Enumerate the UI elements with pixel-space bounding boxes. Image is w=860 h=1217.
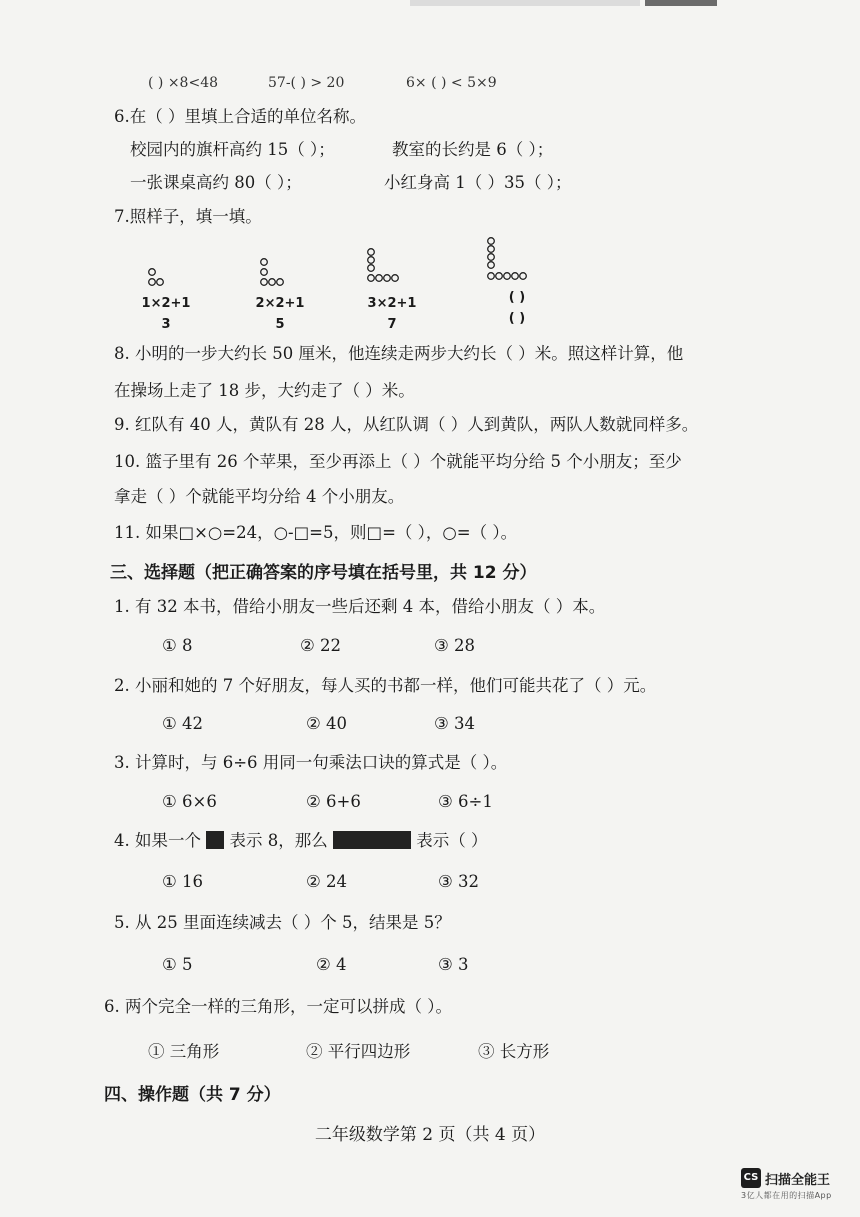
- q9: 9. 红队有 40 人，黄队有 28 人，从红队调（ ）人到黄队，两队人数就同样多。: [114, 415, 699, 434]
- q7-expr-2: 2×2+1: [255, 296, 305, 311]
- s3-q1-option-3: ③ 28: [434, 636, 476, 655]
- section3-title: 三、选择题（把正确答案的序号填在括号里，共 12 分）: [110, 563, 537, 583]
- s3-q4-part-b: 表示 8，那么: [229, 831, 328, 850]
- s3-q4-part-c: 表示（ ）: [416, 831, 488, 850]
- s3-q2: 2. 小丽和她的 7 个好朋友，每人买的书都一样，他们可能共花了（ ）元。: [114, 676, 657, 695]
- s3-q3-option-2: ② 6+6: [306, 792, 361, 811]
- s3-q5-option-2: ② 4: [316, 955, 347, 974]
- scanner-tagline: 3亿人都在用的扫描App: [741, 1191, 832, 1200]
- circle-pattern-3: [365, 246, 419, 292]
- q7-title: 7.照样子，填一填。: [114, 207, 262, 226]
- q7-pattern-1: [116, 262, 216, 332]
- q7-result-2: 5: [275, 317, 285, 332]
- s3-q6: 6. 两个完全一样的三角形，一定可以拼成（ ）。: [104, 997, 452, 1016]
- s3-q2-option-1: ① 42: [162, 714, 204, 733]
- scan-edge-dark: [645, 0, 717, 6]
- s3-q3: 3. 计算时，与 6÷6 用同一句乘法口诀的算式是（ ）。: [114, 753, 508, 772]
- s3-q2-option-2: ② 40: [306, 714, 348, 733]
- circle-pattern-1: [146, 262, 186, 292]
- s3-q1-option-1: ① 8: [162, 636, 193, 655]
- q6-row1a: 校园内的旗杆高约 15（ ）；: [130, 140, 335, 159]
- q7-pattern-3: [342, 246, 442, 332]
- s3-q5-option-1: ① 5: [162, 955, 193, 974]
- s3-q4: [114, 830, 488, 852]
- long-black-block: [333, 831, 411, 849]
- q7-result-4: ( ): [508, 311, 526, 326]
- s3-q4-option-1: ① 16: [162, 872, 204, 891]
- q6-row1b: 教室的长约是 6（ ）；: [392, 140, 554, 159]
- small-black-block: [206, 831, 224, 849]
- q6-row2a: 一张课桌高约 80（ ）；: [130, 173, 302, 192]
- q7-expr-4: ( ): [508, 290, 526, 305]
- s3-q6-option-1: ① 三角形: [148, 1042, 220, 1061]
- scanner-name: 扫描全能王: [765, 1172, 831, 1188]
- q6-row2b: 小红身高 1（ ）35（ ）；: [384, 173, 572, 192]
- q11: 11. 如果□×○=24，○-□=5，则□=（ ），○=（ ）。: [114, 523, 518, 542]
- section4-title: 四、操作题（共 7 分）: [104, 1085, 281, 1105]
- q6-title: 6.在（ ）里填上合适的单位名称。: [114, 107, 366, 126]
- q7-pattern-2: [230, 256, 330, 332]
- s3-q6-option-3: ③ 长方形: [478, 1042, 550, 1061]
- top-row-item-1: ( ) ×8<48: [148, 75, 219, 91]
- q7-expr-1: 1×2+1: [141, 296, 191, 311]
- s3-q1-option-2: ② 22: [300, 636, 342, 655]
- scanner-watermark: [741, 1168, 841, 1201]
- top-row-item-3: 6× ( ) < 5×9: [406, 75, 497, 91]
- s3-q5-option-3: ③ 3: [438, 955, 469, 974]
- page-footer: 二年级数学第 2 页（共 4 页）: [314, 1125, 546, 1145]
- s3-q4-option-3: ③ 32: [438, 872, 480, 891]
- q10-line1: 10. 篮子里有 26 个苹果，至少再添上（ ）个就能平均分给 5 个小朋友；至少: [114, 452, 682, 471]
- s3-q5: 5. 从 25 里面连续减去（ ）个 5，结果是 5？: [114, 913, 451, 932]
- q8-line2: 在操场上走了 18 步，大约走了（ ）米。: [114, 381, 415, 400]
- circle-pattern-2: [258, 256, 302, 292]
- q7-expr-3: 3×2+1: [367, 296, 417, 311]
- s3-q4-option-2: ② 24: [306, 872, 348, 891]
- s3-q2-option-3: ③ 34: [434, 714, 476, 733]
- q7-result-3: 7: [387, 317, 397, 332]
- q7-result-1: 3: [161, 317, 171, 332]
- q10-line2: 拿走（ ）个就能平均分给 4 个小朋友。: [114, 487, 405, 506]
- s3-q3-option-3: ③ 6÷1: [438, 792, 493, 811]
- q7-pattern-4: [462, 236, 572, 326]
- s3-q3-option-1: ① 6×6: [162, 792, 217, 811]
- scanner-logo-icon: CS: [741, 1168, 761, 1188]
- s3-q6-option-2: ② 平行四边形: [306, 1042, 411, 1061]
- q8-line1: 8. 小明的一步大约长 50 厘米，他连续走两步大约长（ ）米。照这样计算，他: [114, 344, 684, 363]
- scan-edge-shadow: [410, 0, 640, 6]
- top-row-item-2: 57-( ) > 20: [268, 75, 345, 91]
- circle-pattern-4: [485, 236, 549, 286]
- s3-q4-part-a: 4. 如果一个: [114, 831, 201, 850]
- s3-q1: 1. 有 32 本书，借给小朋友一些后还剩 4 本，借给小朋友（ ）本。: [114, 597, 606, 616]
